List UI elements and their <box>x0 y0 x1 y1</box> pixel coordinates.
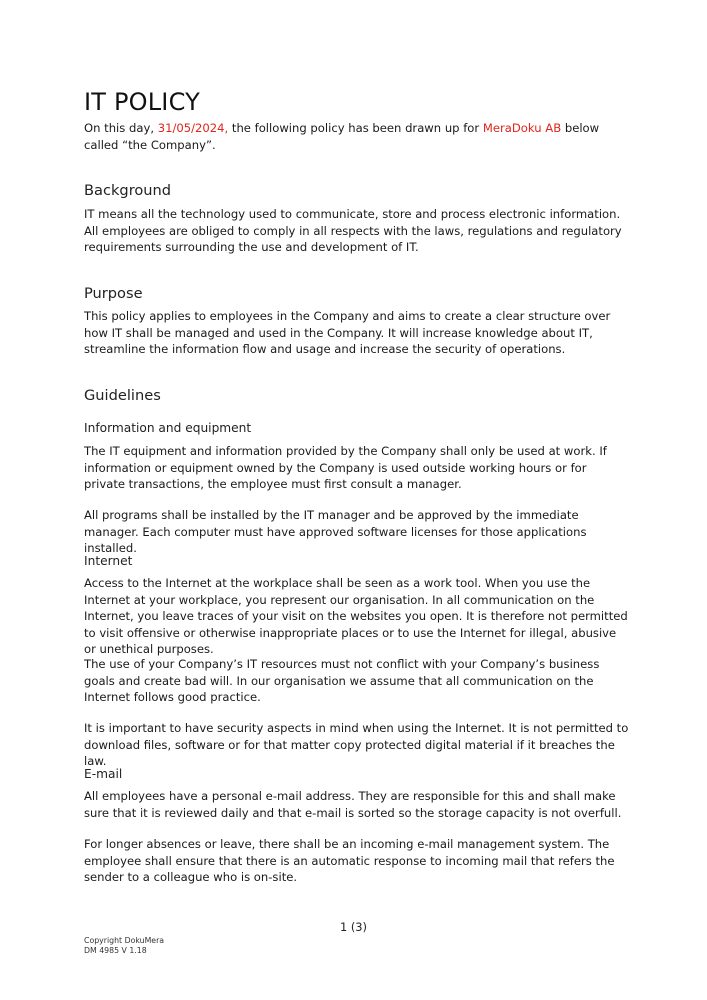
intro-paragraph <box>84 120 624 153</box>
footer-doc-id: DM 4985 V 1.18 <box>84 946 147 955</box>
purpose-text: This policy applies to employees in the Company and aims to create a clear structure over how IT shall be managed and used in the Company. It will increase knowledge about IT, streamline the information flow and usage and increase the security of operations. <box>84 309 611 357</box>
intro-text-3: below called “the Company”. <box>84 121 600 152</box>
guidelines-heading: Guidelines <box>84 387 161 404</box>
info-equipment-heading: Information and equipment <box>84 421 252 435</box>
page-number: 1 (3) <box>339 920 367 934</box>
email-paragraph-2: For longer absences or leave, there shall be an incoming e-mail management system. The employee shall ensure that there is an automatic response to incoming mail that refers the sender to a colleague who is on-site. <box>84 837 615 885</box>
purpose-heading: Purpose <box>84 285 143 302</box>
intro-text-2: the following policy has been drawn up for <box>228 121 483 135</box>
footer <box>84 936 164 956</box>
email-heading: E-mail <box>84 767 123 781</box>
info-equipment-paragraph-2: All programs shall be installed by the IT manager and be approved by the immediate manager. Each computer must have approved software licenses for those applications installed. <box>84 508 587 556</box>
internet-paragraph-3: It is important to have security aspects in mind when using the Internet. It is not permitted to download files, software or for that matter copy protected digital material if it breaches the law. <box>84 721 629 769</box>
background-heading: Background <box>84 182 172 199</box>
policy-date: 31/05/2024, <box>157 121 229 135</box>
intro-text-1: On this day, <box>84 121 158 135</box>
internet-paragraph-1: Access to the Internet at the workplace shall be seen as a work tool. When you use the Internet at your workplace, you represent our organisation. In all communication on the Internet, you leave traces of your visit on the websites you open. It is therefore not permitted to visit offensive or otherwise inappropriate places or to use the Internet for illegal, abusive or unethical purposes. <box>84 576 628 657</box>
email-paragraph-1: All employees have a personal e-mail address. They are responsible for this and shall make sure that it is reviewed daily and that e-mail is sorted so the storage capacity is not overfull. <box>84 789 622 820</box>
footer-copyright: Copyright DokuMera <box>84 936 165 945</box>
internet-paragraph-2: The use of your Company’s IT resources must not conflict with your Company’s business goals and create bad will. In our organisation we assume that all communication on the Internet follows good practice. <box>84 657 600 705</box>
page-title: IT POLICY <box>84 88 200 116</box>
info-equipment-paragraph-1: The IT equipment and information provided by the Company shall only be used at work. If information or equipment owned by the Company is used outside working hours or for private transactions, the employee must first consult a manager. <box>84 444 607 492</box>
internet-heading: Internet <box>84 554 133 568</box>
company-name: MeraDoku AB <box>482 121 562 135</box>
background-text: IT means all the technology used to communicate, store and process electronic information. All employees are obliged to comply in all respects with the laws, regulations and regulatory requirements surrounding the use and development of IT. <box>84 207 622 255</box>
